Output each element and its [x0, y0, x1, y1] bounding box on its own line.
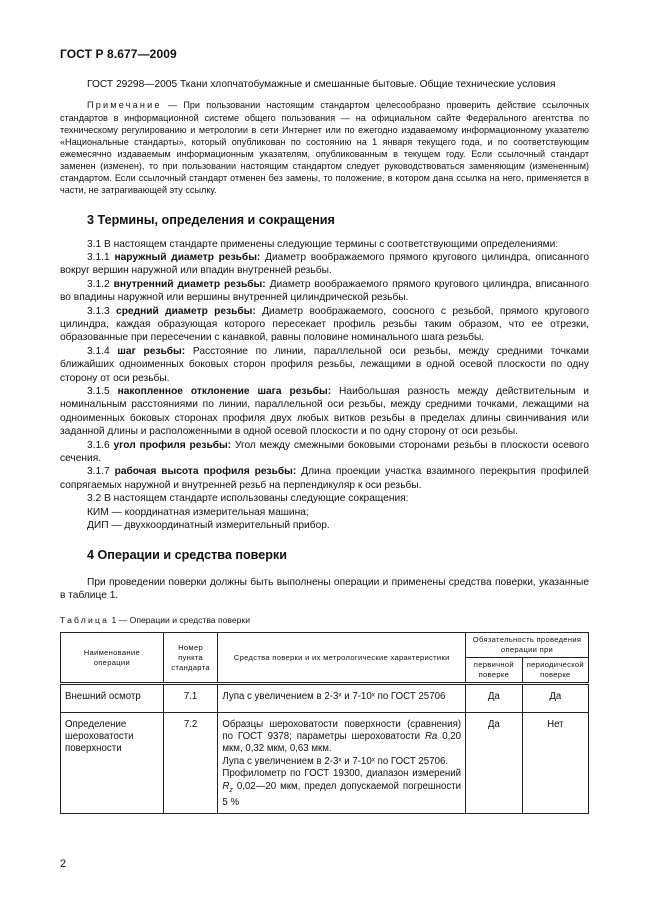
term-definition: Угол между смежными боковыми сторонами резьбы в плоскости осевого сечения. [60, 439, 589, 465]
term-3-1-4 [60, 345, 589, 385]
term-definition: Наибольшая разность между действительным и номинальным расстояниями по линии, параллельной оси резьбы, между средними точками, лежащими на одноименных боковых сторонах профиля двух любых витков резьбы в пределах длины свинчивания или заданной длины и расположенными в одной осевой плоскости и по одну сторону от оси резьбы. [60, 386, 589, 438]
rz-symbol: R [222, 780, 230, 792]
col-header-periodic: периодической поверке [522, 658, 588, 684]
term-number: 3.1.6 [87, 439, 114, 451]
primary-value: Да [466, 684, 523, 712]
term-name: рабочая высота профиля резьбы: [114, 466, 297, 478]
header-standard-code: ГОСТ Р 8.677—2009 [60, 47, 177, 61]
verification-means [218, 712, 466, 814]
term-name: средний диаметр резьбы: [116, 305, 256, 317]
paragraph-3-2: 3.2 В настоящем стандарте использованы следующие сокращения: [87, 493, 409, 505]
term-definition: Длина проекции участка взаимного перекрытия профилей сопрягаемых наружной и внутренней резьб на перпендикуляр к оси резьбы. [60, 466, 589, 491]
term-3-1-7 [60, 465, 589, 492]
term-3-1-3 [60, 305, 589, 345]
term-3-1-6 [60, 439, 589, 466]
means-text: 0,20 мкм, 0,32 мкм, 0,63 мкм. [222, 730, 462, 755]
col-header-clause-number: Номер пункта стандарта [163, 633, 218, 684]
term-number: 3.1.1 [87, 251, 115, 263]
table-caption [60, 614, 589, 627]
note-paragraph [60, 99, 589, 196]
term-name: шаг резьбы: [117, 345, 186, 357]
operation-name: Внешний осмотр [61, 684, 164, 712]
periodic-value: Да [522, 684, 588, 712]
abbreviation-kim: КИМ — координатная измерительная машина; [87, 506, 309, 518]
section-4-intro: При проведении поверки должны быть выполнены операции и применены средства поверки, указанные в таблице 1. [60, 576, 589, 602]
table-row [61, 712, 589, 814]
reference-gost-29298: ГОСТ 29298—2005 Ткани хлопчатобумажные и смешанные бытовые. Общие технические условия [87, 79, 556, 90]
term-name: наружный диаметр резьбы: [114, 251, 261, 263]
term-definition: Диаметр воображаемого, соосного с резьбой, прямого кругового цилиндра, каждая образующая которого пересекает профиль резьбы таким образом, что ее отрезки, образованные при пересечении с канавкой, равны половине номинального шага резьбы. [60, 305, 589, 344]
col-header-obligation: Обязательность проведения операции при [466, 633, 589, 658]
term-name: внутренний диаметр резьбы: [113, 278, 266, 290]
term-number: 3.1.2 [87, 278, 114, 290]
operation-name: Определение шероховатости поверхности [61, 712, 164, 814]
term-number: 3.1.3 [87, 305, 117, 317]
term-definition: Расстояние по линии, параллельной оси резьбы, между средними точками ближайших одноименных боковых сторон профиля резьбы, лежащими в одной осевой плоскости по одну сторону от оси резьбы. [60, 345, 589, 384]
page-content [60, 78, 589, 814]
means-text: Образцы шероховатости поверхности (сравнения) по ГОСТ 9378; параметры шероховатости [222, 718, 462, 742]
term-number: 3.1.7 [87, 466, 115, 478]
table-caption-text: 1 — Операции и средства поверки [109, 614, 250, 625]
means-text: Профилометр по ГОСТ 19300, диапазон измерений [222, 768, 462, 780]
table-caption-label: Таблица [60, 614, 110, 625]
means-text: Лупа с увеличением в 2-3ˣ и 7-10ˣ по ГОСТ 25706. [222, 755, 449, 767]
primary-value: Да [466, 712, 523, 814]
term-3-1-5 [60, 385, 589, 439]
term-number: 3.1.5 [87, 386, 118, 398]
verification-means: Лупа с увеличением в 2-3ˣ и 7-10ˣ по ГОСТ 25706 [218, 684, 466, 712]
note-text: — При пользовании настоящим стандартом целесообразно проверить действие ссылочных стандартов в информационной системе общего пользования — на официальном сайте Федерального агентства по техническому регулированию и метрологии в сети Интернет или по ежегодно издаваемому информационному указателю «Национальные стандарты», который опубликован по состоянию на 1 января текущего года, и по соответствующим ежемесячно издаваемым информационным указателям, опубликованным в текущем году. Если ссылочный стандарт заменен (изменен), то при пользовании настоящим стандартом следует руководствоваться заменяющим (измененным) стандартом. Если ссылочный стандарт отменен без замены, то положение, в котором дана ссылка на него, применяется в части, не затрагивающей эту ссылку. [60, 100, 589, 196]
abbreviation-dip: ДИП — двухкоординатный измерительный прибор. [87, 520, 330, 532]
section-4-title: 4 Операции и средства поверки [87, 547, 287, 562]
term-3-1-1 [60, 251, 589, 278]
term-name: накопленное отклонение шага резьбы: [117, 386, 332, 398]
col-header-operation-name: Наименование операции [61, 633, 164, 684]
term-definition: Диаметр воображаемого прямого кругового цилиндра, вписанного во впадины наружной или вершины внутренней цилиндрической резьбы. [60, 278, 590, 304]
means-text: 0,02—20 мкм, предел допускаемой погрешности 5 % [222, 780, 462, 808]
term-definition: Диаметр воображаемого прямого кругового цилиндра, описанного вокруг вершин наружной или впадин внутренней резьбы. [60, 251, 589, 277]
term-name: угол профиля резьбы: [113, 439, 232, 451]
ra-symbol: Ra [424, 730, 438, 742]
paragraph-3-1: 3.1 В настоящем стандарте применены следующие термины с соответствующими определениями: [87, 238, 559, 250]
section-3-title: 3 Термины, определения и сокращения [87, 213, 335, 228]
page-number: 2 [60, 858, 67, 870]
table-row [61, 684, 589, 712]
term-3-1-2 [60, 278, 589, 305]
operations-table [60, 632, 589, 814]
note-label: Примечание [87, 100, 162, 111]
col-header-verification-means: Средства поверки и их метрологические характеристики [218, 633, 466, 684]
rz-subscript: z [229, 786, 233, 794]
term-number: 3.1.4 [87, 345, 118, 357]
periodic-value: Нет [522, 712, 588, 814]
col-header-primary: первичной поверке [466, 658, 523, 684]
clause-number: 7.1 [163, 684, 218, 712]
clause-number: 7.2 [163, 712, 218, 814]
